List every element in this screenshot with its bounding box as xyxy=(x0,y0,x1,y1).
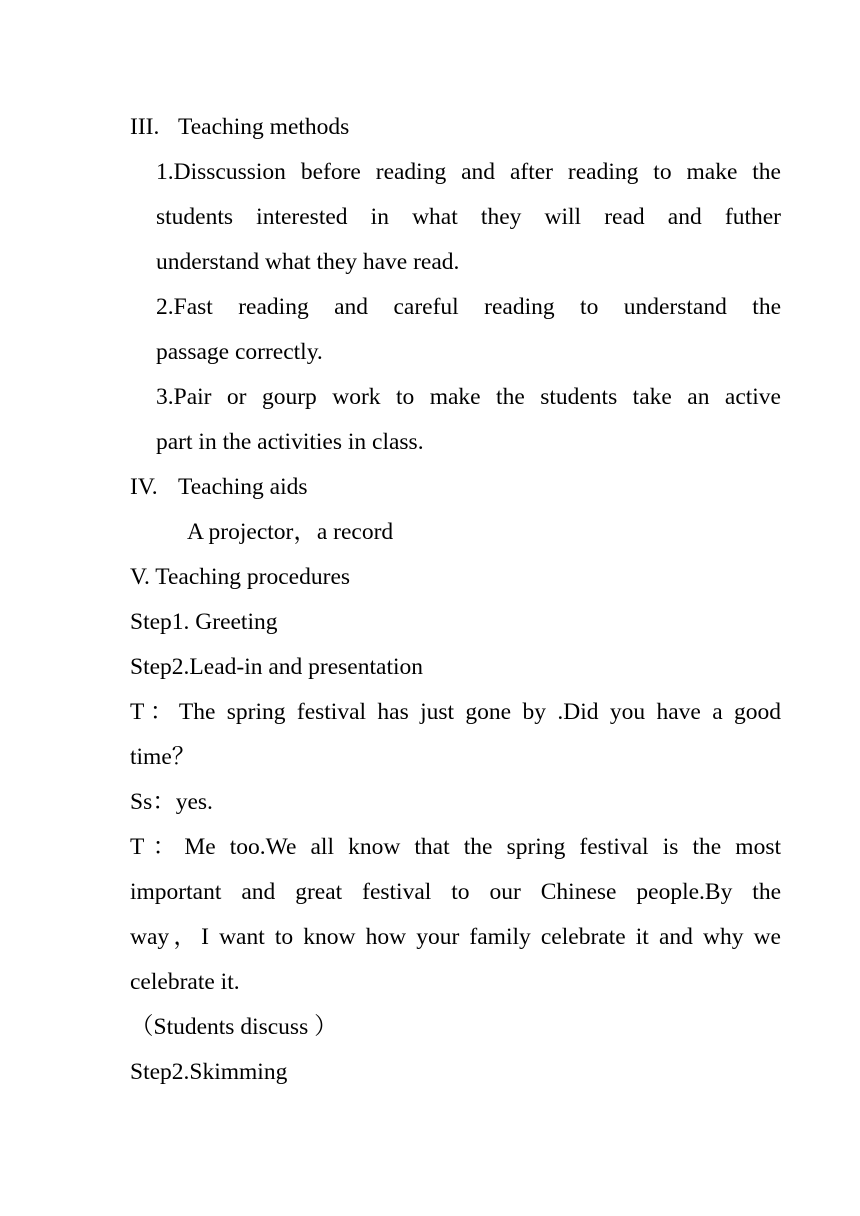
method-3-line-2: part in the activities in class. xyxy=(156,429,424,455)
students-reply: Ss：yes. xyxy=(130,789,213,815)
teacher-line-2-part-2: important and great festival to our Chinese people.By the xyxy=(130,879,781,905)
document-body xyxy=(130,105,781,1095)
step-2-heading: Step2.Lead-in and presentation xyxy=(130,654,424,680)
method-1-line-2: students interested in what they will read and futher xyxy=(156,204,781,230)
step-1-heading: Step1. Greeting xyxy=(130,609,278,635)
stage-direction: （Students discuss ） xyxy=(130,1014,338,1040)
teacher-line-1-part-1: T：The spring festival has just gone by .Did you have a good xyxy=(130,699,781,725)
teacher-line-1-part-2: time？ xyxy=(130,744,196,770)
method-3-line-1: 3.Pair or gourp work to make the students take an active xyxy=(156,384,781,410)
method-2-line-1: 2.Fast reading and careful reading to understand the xyxy=(156,294,781,320)
step-skimming-heading: Step2.Skimming xyxy=(130,1059,288,1085)
section-heading-teaching-methods xyxy=(130,105,781,150)
section-heading-teaching-aids xyxy=(130,465,781,510)
method-2-line-2: passage correctly. xyxy=(156,339,323,365)
section-title: Teaching aids xyxy=(178,474,308,500)
section-number: IV. xyxy=(130,474,158,500)
teacher-line-2-part-1: T：Me too.We all know that the spring festival is the most xyxy=(130,834,781,860)
section-heading-teaching-procedures: V. Teaching procedures xyxy=(130,564,351,590)
teacher-line-2-part-4: celebrate it. xyxy=(130,969,240,995)
section-title: Teaching methods xyxy=(178,114,350,140)
teacher-line-2-part-3: way，I want to know how your family celebrate it and why we xyxy=(130,924,781,950)
teaching-aids-text: A projector，a record xyxy=(187,519,394,545)
method-1-line-1: 1.Disscussion before reading and after reading to make the xyxy=(156,159,781,185)
section-number: III. xyxy=(130,114,160,140)
method-1-line-3: understand what they have read. xyxy=(156,249,460,275)
